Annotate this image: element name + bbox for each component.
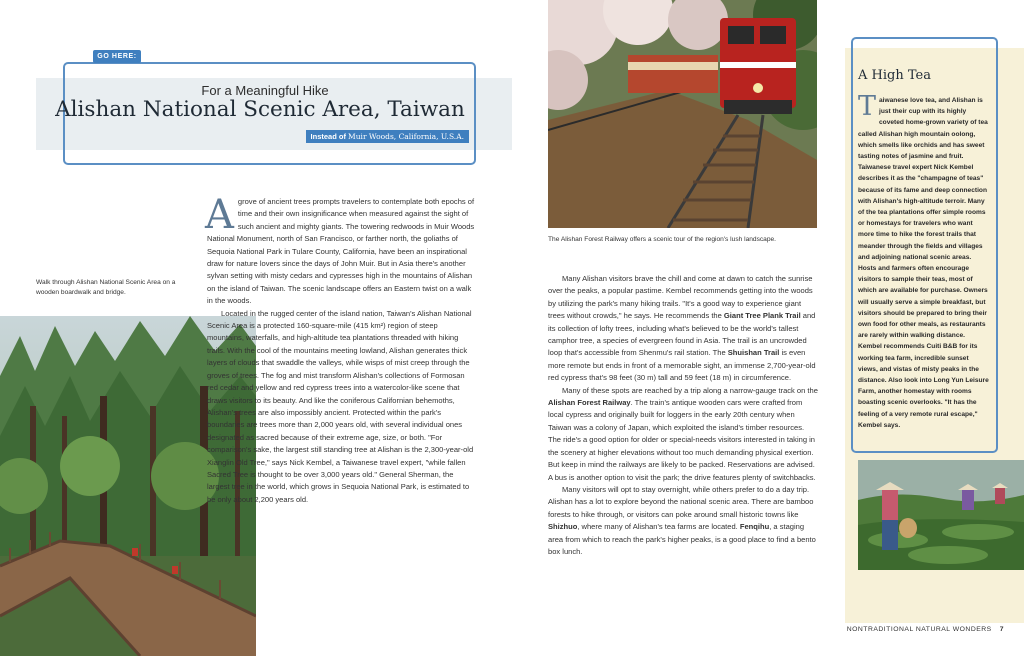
railway-photo [548,0,817,228]
drop-cap-t: T [858,91,877,122]
bold-term: Alishan high mountain oolong [878,130,974,138]
bold-term: Cuiti B&B [926,343,958,351]
instead-prefix: Instead of [310,132,349,141]
body-column-2 [548,273,818,558]
page-title: Alishan National Scenic Area, Taiwan [55,97,465,122]
bold-term: Shuishan Trail [727,348,780,358]
drop-cap-a: A [205,192,234,238]
go-here-tag: GO HERE: [93,50,141,63]
body-paragraph: Many of these spots are reached by a trip along a narrow-gauge track on the Alishan Forest Railway. The train's antique wooden cars were crafted from local cypress and originally built for loggers in the early 20th century when Taiwan was a colony of Japan, which exploited the island's timber resources. The ride's a good option for older or special-needs visitors interested in taking in the scenery at higher elevations without too much demanding physical exertion. But keep in mind the railways are likely to be packed. Reservations are advised. A bus is another option to visit the park; the drive features plenty of switchbacks. [548,385,818,482]
sidebar-text [858,91,990,431]
bold-term: Shizhuo [548,522,578,532]
body-column-1 [205,192,475,506]
sidebar-title: A High Tea [858,68,931,83]
page-number: 7 [999,626,1004,633]
body-paragraph: Located in the rugged center of the island nation, Taiwan's Alishan National Scenic Area is a protected 160-square-mile (415 km²) region of steep mountains, waterfalls, and high-altitude tea plantations threaded with hiking trails. With the cool of the mountains meeting lowland, Alishan generates thick layers of clouds that swaddle the valleys, while wisps of mist creep through the groves of trees. The fog and mist transform Alishan's collections of Formosan red cedar and yellow and red cypress trees into a watercolor-like scene that draws visitors to its beauty. And like the coniferous Californian behemoths, Alishan's trees are also impossibly ancient. Protected within the park's boundaries are trees more than 2,000 years old, with several individual ones designated as sacred because of their extreme age, size, or both. "For comparison's sake, the largest still standing tree at Alishan is the 2,300-year-old Xianglin Old Tree," says Nick Kembel, a Taiwanese travel expert, "while fallen Sacred Tree is thought to be over 3,000 years old." General Sherman, the largest tree in the world, which grows in Sequoia National Park, is estimated to be only about 2,200 years old. [207,308,474,504]
instead-of-badge [306,130,469,143]
bold-term: Long Yun Leisure Farm [858,377,989,396]
page-footer [847,626,1004,633]
instead-place: Muir Woods, California, U.S.A. [348,132,464,141]
body-paragraph: Many Alishan visitors brave the chill and come at dawn to catch the sunrise over the peaks, a popular pastime. Kembel recommends getting into the woods by utilizing the park's many hiking trails. "It's a good way to experience giant trees without crowds," he says. He recommends the Giant Tree Plank Trail and its collection of lofty trees, including what's believed to be the world's tallest camphor tree, a species of evergreen found in Asia. The trail is an uncrowded loop that's accessible from Shenmu's rail station. The Shuishan Trail is even more remote but ends in front of a memorable sight, an immense 2,700-year-old red cypress that's 98 feet (30 m) tall and 59 feet (18 m) in circumference. [548,274,816,383]
railway-caption: The Alishan Forest Railway offers a scenic tour of the region's lush landscape. [548,236,777,243]
header-kicker: For a Meaningful Hike [201,83,329,98]
bold-term: Alishan Forest Railway [548,398,631,408]
footer-section: NONTRADITIONAL NATURAL WONDERS [846,626,992,633]
bold-term: Giant Tree Plank Trail [723,311,801,321]
bold-term: Fenqihu [739,522,770,532]
body-paragraph: grove of ancient trees prompts travelers to contemplate both epochs of time and their own insignificance when measured against the sight of such ancient and mighty giants. The towering redwoods in Muir Woods National Monument, north of San Francisco, or farther north, the goliaths of Sequoia National Park in Tulare County, California, have been an inspirational draw for nature lovers since the days of John Muir. But in Asia there's another sylvan setting with misty cedars and cypresses high in the mountains of Alishan on the island of Taiwan. The scenic landscape offers an Eastern twist on a walk in the woods. [207,197,475,306]
tea-pickers-photo [858,460,1024,570]
boardwalk-caption: Walk through Alishan National Scenic Area on a wooden boardwalk and bridge. [36,279,176,296]
body-paragraph: Many visitors will opt to stay overnight, while others prefer to do a day trip. Alishan has a lot to explore beyond the national scenic area. There are bamboo forests to hike through, or visitors can poke around small historic towns like Shizhuo, where many of Alishan's tea farms are located. Fenqihu, a staging area from which to reach the park's higher peaks, is a good place to find a bento box lunch. [548,484,816,556]
sidebar-body: aiwanese love tea, and Alishan is just their cup with its highly coveted home-grown variety of tea called Alishan high mountain oolong, which smells like orchids and has sweet tasting notes of jasmine and fruit. Taiwanese travel expert Nick Kembel describes it as the "champagne of teas" because of its fame and deep connection with Alishan's high-altitude terroir. Many of the tea plantations offer simple rooms or homestays for travelers who want more time to hike the forest trails that meander through the fields and villages and adjoining national scenic areas. Hosts and farmers often encourage visitors to sample their teas, most of which are available for purchase. Owners will usually serve a simple breakfast, but visitors should be prepared to bring their own food for other meals, as restaurants are rarely within walking distance. Kembel recommends Cuiti B&B for its working tea farm, incredible sunset views, and vistas of misty peaks in the distance. Also look into Long Yun Leisure Farm, another homestay with rooms boasting scenic overlooks. "It has the feeling of a very remote rural escape," Kembel says. [858,97,989,429]
